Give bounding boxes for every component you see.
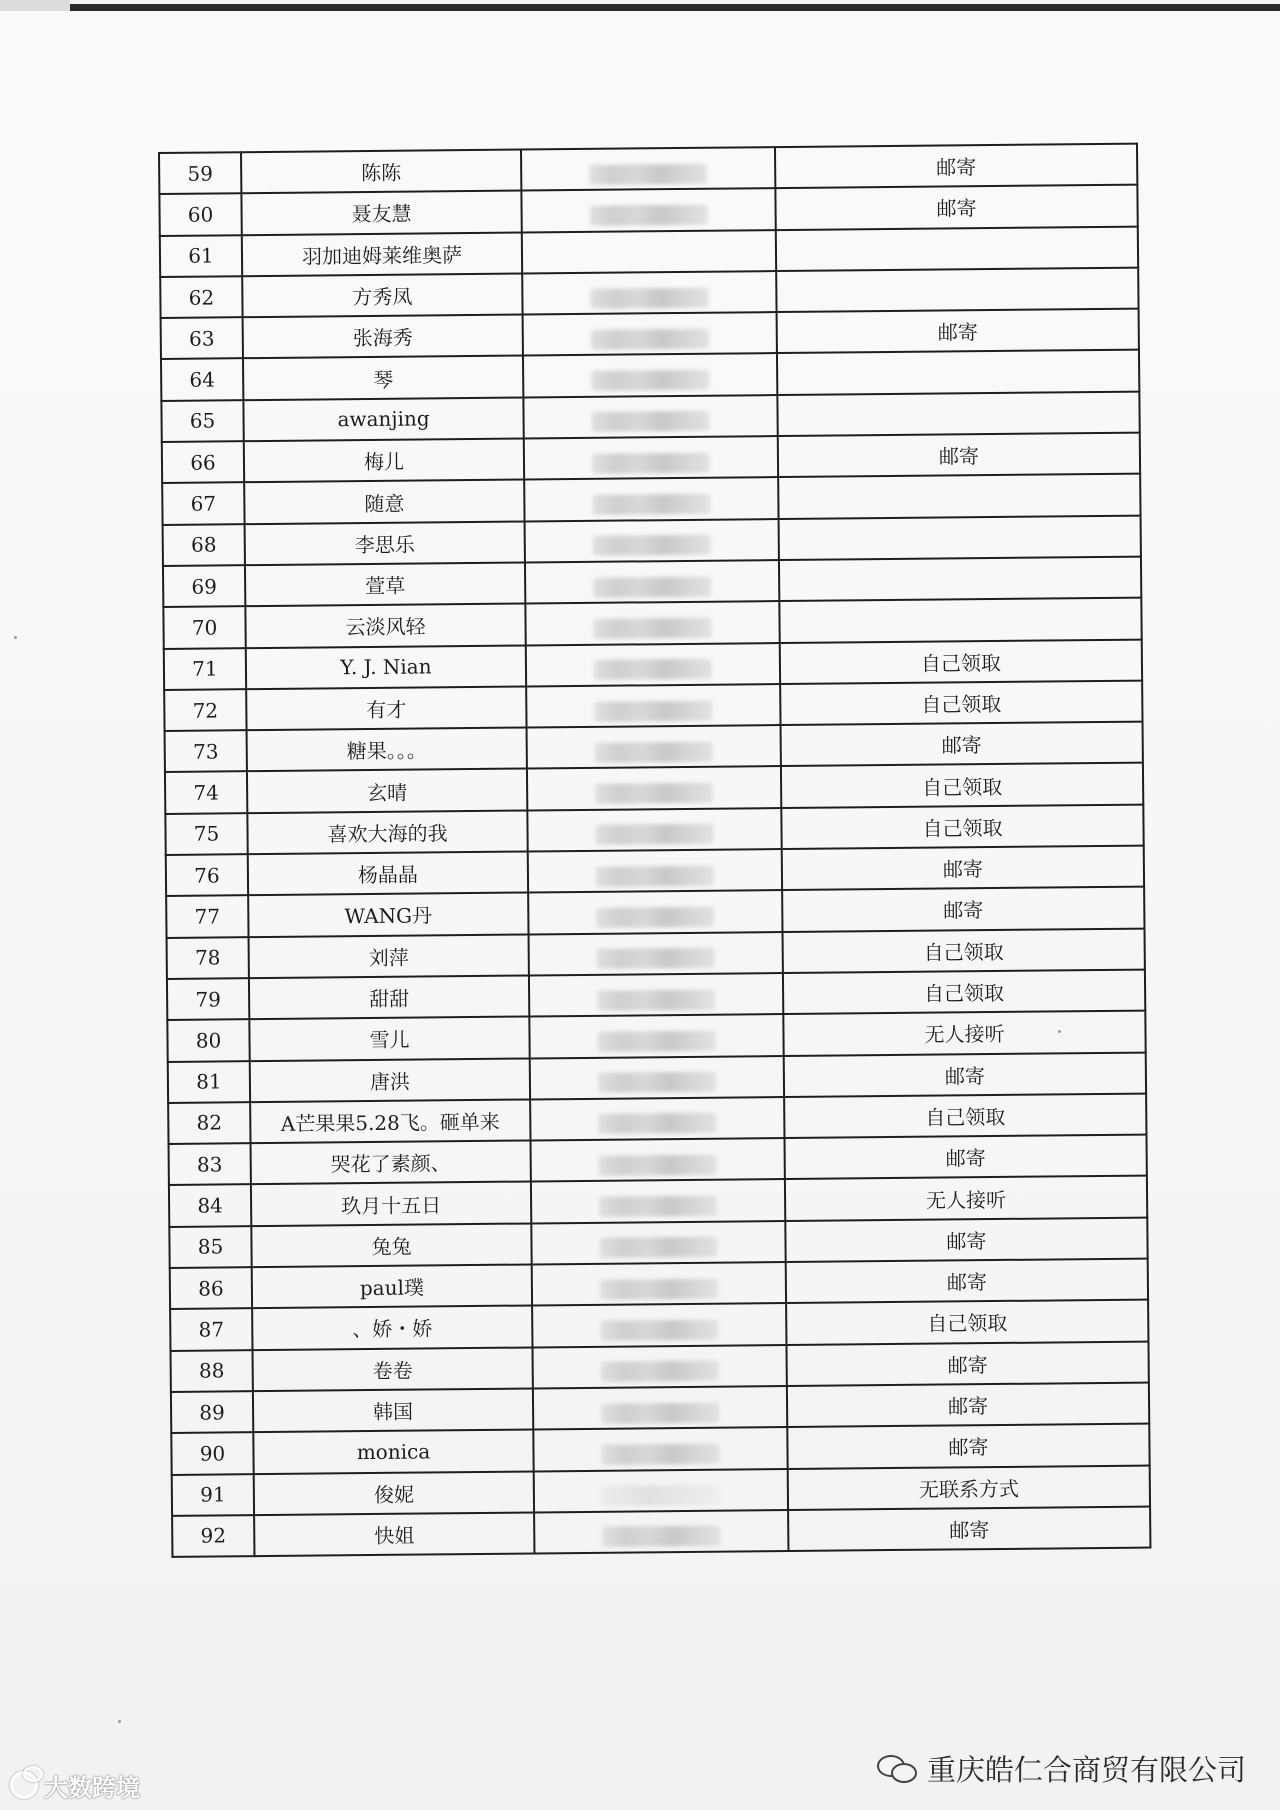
redacted-phone-blur [599, 1237, 717, 1258]
row-number: 65 [161, 400, 243, 442]
delivery-method-cell [778, 474, 1140, 519]
redacted-phone-blur [599, 1196, 717, 1217]
nickname-cell: Y. J. Nian [246, 645, 526, 689]
table-row [172, 1506, 1150, 1557]
phone-cell [530, 1056, 784, 1100]
row-number: 86 [170, 1267, 252, 1309]
nickname-cell: 云淡风轻 [245, 604, 525, 648]
delivery-method-cell [779, 598, 1141, 643]
nickname-cell: 李思乐 [245, 521, 525, 565]
redacted-phone-blur [602, 1526, 720, 1547]
delivery-method-cell: 邮寄 [785, 1217, 1147, 1262]
delivery-method-cell: 邮寄 [781, 722, 1143, 767]
nickname-cell: WANG丹 [248, 893, 528, 937]
nickname-cell: 方秀凤 [242, 273, 522, 317]
redacted-phone-blur [602, 1485, 720, 1506]
delivery-method-cell: 邮寄 [775, 144, 1137, 189]
nickname-cell: 、娇・娇 [252, 1306, 532, 1350]
nickname-cell: 有才 [246, 686, 526, 730]
delivery-method-cell: 自己领取 [780, 680, 1142, 725]
delivery-method-cell: 邮寄 [784, 1135, 1146, 1180]
nickname-cell: 唐洪 [250, 1058, 530, 1102]
phone-cell [526, 643, 780, 687]
row-number: 69 [163, 565, 245, 607]
nickname-cell: awanjing [243, 397, 523, 441]
top-scan-border [70, 4, 1280, 11]
redacted-phone-blur [601, 1361, 719, 1382]
redacted-phone-blur [592, 452, 710, 473]
nickname-cell: paul璞 [252, 1264, 532, 1308]
nickname-cell: 卷卷 [253, 1347, 533, 1391]
nickname-cell: 琴 [243, 356, 523, 400]
row-number: 62 [160, 276, 242, 318]
phone-cell [532, 1262, 786, 1306]
nickname-cell: 喜欢大海的我 [247, 810, 527, 854]
row-number: 83 [169, 1143, 251, 1185]
row-number: 64 [161, 359, 243, 401]
redacted-phone-blur [593, 576, 711, 597]
phone-cell [523, 354, 777, 398]
row-number: 72 [164, 689, 246, 731]
row-number: 91 [172, 1474, 254, 1516]
phone-cell [533, 1427, 787, 1471]
redacted-phone-blur [590, 287, 708, 308]
delivery-method-cell: 自己领取 [781, 763, 1143, 808]
row-number: 63 [161, 317, 243, 359]
delivery-method-cell: 邮寄 [782, 846, 1144, 891]
redacted-phone-blur [591, 329, 709, 350]
nickname-cell: 俊妮 [254, 1471, 534, 1515]
scan-speck [118, 1720, 121, 1723]
phone-cell [531, 1221, 785, 1265]
nickname-cell: 刘萍 [249, 934, 529, 978]
delivery-method-cell: 自己领取 [781, 804, 1143, 849]
nickname-cell: 陈陈 [241, 150, 521, 194]
watermark-logo-icon [10, 1771, 38, 1799]
phone-cell [534, 1510, 788, 1554]
delivery-method-cell: 自己领取 [783, 970, 1145, 1015]
delivery-method-cell: 自己领取 [783, 928, 1145, 973]
watermark-left [10, 1768, 140, 1802]
delivery-method-cell [776, 267, 1138, 312]
phone-cell [533, 1386, 787, 1430]
phone-cell [528, 890, 782, 934]
phone-cell [525, 560, 779, 604]
phone-cell [525, 601, 779, 645]
redacted-phone-blur [596, 865, 714, 886]
delivery-method-cell: 邮寄 [784, 1052, 1146, 1097]
row-number: 59 [159, 152, 241, 194]
row-number: 70 [163, 606, 245, 648]
row-number: 68 [163, 524, 245, 566]
redacted-phone-blur [600, 1320, 718, 1341]
delivery-method-cell: 无联系方式 [788, 1465, 1150, 1510]
nickname-cell: 兔兔 [251, 1223, 531, 1267]
delivery-method-cell: 自己领取 [786, 1300, 1148, 1345]
row-number: 82 [168, 1102, 250, 1144]
redacted-phone-blur [599, 1154, 717, 1175]
phone-cell [523, 312, 777, 356]
row-number: 67 [162, 483, 244, 525]
phone-cell [531, 1179, 785, 1223]
delivery-method-cell: 无人接听 [783, 1011, 1145, 1056]
row-number: 85 [169, 1226, 251, 1268]
redacted-phone-blur [600, 1278, 718, 1299]
phone-cell [530, 1097, 784, 1141]
phone-cell [523, 395, 777, 439]
row-number: 88 [171, 1350, 253, 1392]
redacted-phone-blur [594, 659, 712, 680]
nickname-cell: 杨晶晶 [248, 852, 528, 896]
nickname-cell: 聂友慧 [241, 191, 521, 235]
nickname-cell: 哭花了素颜、 [251, 1141, 531, 1185]
row-number: 92 [172, 1515, 254, 1557]
nickname-cell: 玖月十五日 [251, 1182, 531, 1226]
phone-cell [531, 1138, 785, 1182]
redacted-phone-blur [595, 824, 713, 845]
nickname-cell: 雪儿 [249, 1017, 529, 1061]
phone-cell [525, 519, 779, 563]
row-number: 66 [162, 441, 244, 483]
row-number: 90 [171, 1432, 253, 1474]
row-number: 61 [160, 235, 242, 277]
redacted-phone-blur [598, 1113, 716, 1134]
delivery-method-cell: 邮寄 [787, 1382, 1149, 1427]
delivery-method-cell [779, 515, 1141, 560]
name-list-table-container [158, 143, 1142, 1632]
redacted-phone-blur [592, 494, 710, 515]
row-number: 79 [167, 978, 249, 1020]
row-number: 77 [166, 896, 248, 938]
phone-cell [524, 477, 778, 521]
row-number: 75 [165, 813, 247, 855]
nickname-cell: 韩国 [253, 1388, 533, 1432]
phone-cell [532, 1303, 786, 1347]
phone-cell [529, 973, 783, 1017]
row-number: 80 [167, 1019, 249, 1061]
delivery-method-cell: 无人接听 [785, 1176, 1147, 1221]
row-number: 84 [169, 1185, 251, 1227]
redacted-phone-blur [597, 989, 715, 1010]
nickname-cell: 随意 [244, 480, 524, 524]
nickname-cell: 甜甜 [249, 975, 529, 1019]
phone-cell [522, 230, 776, 274]
phone-cell [532, 1345, 786, 1389]
redacted-phone-blur [601, 1444, 719, 1465]
row-number: 89 [171, 1391, 253, 1433]
nickname-cell: A芒果果5.28飞。砸单来 [250, 1099, 530, 1143]
delivery-method-cell: 邮寄 [787, 1424, 1149, 1469]
watermark-left-text: 大数跨境 [44, 1773, 140, 1802]
delivery-method-cell: 邮寄 [777, 309, 1139, 354]
delivery-method-cell: 邮寄 [775, 185, 1137, 230]
nickname-cell: 玄晴 [247, 769, 527, 813]
row-number: 73 [165, 730, 247, 772]
redacted-phone-blur [594, 700, 712, 721]
nickname-cell: 萱草 [245, 562, 525, 606]
nickname-cell: 羽加迪姆莱维奥萨 [242, 232, 522, 276]
phone-cell [522, 271, 776, 315]
row-number: 60 [159, 193, 241, 235]
row-number: 71 [164, 648, 246, 690]
redacted-phone-blur [590, 205, 708, 226]
phone-cell [529, 1014, 783, 1058]
scan-speck [14, 636, 17, 639]
row-number: 78 [167, 937, 249, 979]
phone-cell [534, 1469, 788, 1513]
redacted-phone-blur [591, 370, 709, 391]
redacted-phone-blur [595, 783, 713, 804]
delivery-method-cell [777, 350, 1139, 395]
delivery-method-cell [776, 226, 1138, 271]
phone-cell [527, 767, 781, 811]
phone-cell [524, 436, 778, 480]
nickname-cell: 梅儿 [244, 439, 524, 483]
delivery-method-cell [779, 557, 1141, 602]
row-number: 76 [166, 854, 248, 896]
redacted-phone-blur [597, 948, 715, 969]
watermark-right [877, 1748, 1246, 1788]
redacted-phone-blur [593, 535, 711, 556]
phone-cell [527, 725, 781, 769]
delivery-method-cell: 邮寄 [786, 1259, 1148, 1304]
phone-cell [529, 932, 783, 976]
redacted-phone-blur [594, 618, 712, 639]
row-number: 74 [165, 772, 247, 814]
delivery-method-cell: 自己领取 [784, 1093, 1146, 1138]
delivery-method-cell: 邮寄 [778, 433, 1140, 478]
nickname-cell: 张海秀 [243, 315, 523, 359]
delivery-method-cell [777, 391, 1139, 436]
redacted-phone-blur [598, 1072, 716, 1093]
phone-cell [526, 684, 780, 728]
delivery-method-cell: 邮寄 [788, 1506, 1150, 1551]
nickname-cell: monica [253, 1430, 533, 1474]
delivery-method-cell: 邮寄 [782, 887, 1144, 932]
redacted-phone-blur [597, 1031, 715, 1052]
row-number: 87 [170, 1308, 252, 1350]
phone-cell [521, 188, 775, 232]
nickname-cell: 糖果。。。 [247, 728, 527, 772]
delivery-method-cell: 邮寄 [786, 1341, 1148, 1386]
redacted-phone-blur [596, 907, 714, 928]
delivery-method-cell: 自己领取 [780, 639, 1142, 684]
watermark-right-text: 重庆皓仁合商贸有限公司 [926, 1752, 1246, 1787]
row-number: 81 [168, 1061, 250, 1103]
phone-cell [528, 849, 782, 893]
nickname-cell: 快姐 [254, 1512, 534, 1556]
redacted-phone-blur [592, 411, 710, 432]
scan-speck [1058, 1030, 1061, 1033]
name-list-table [158, 143, 1151, 1558]
redacted-phone-blur [601, 1402, 719, 1423]
redacted-phone-blur [595, 741, 713, 762]
redacted-phone-blur [589, 163, 707, 184]
wechat-icon [877, 1753, 917, 1783]
phone-cell [521, 147, 775, 191]
table-body [159, 144, 1150, 1557]
phone-cell [527, 808, 781, 852]
